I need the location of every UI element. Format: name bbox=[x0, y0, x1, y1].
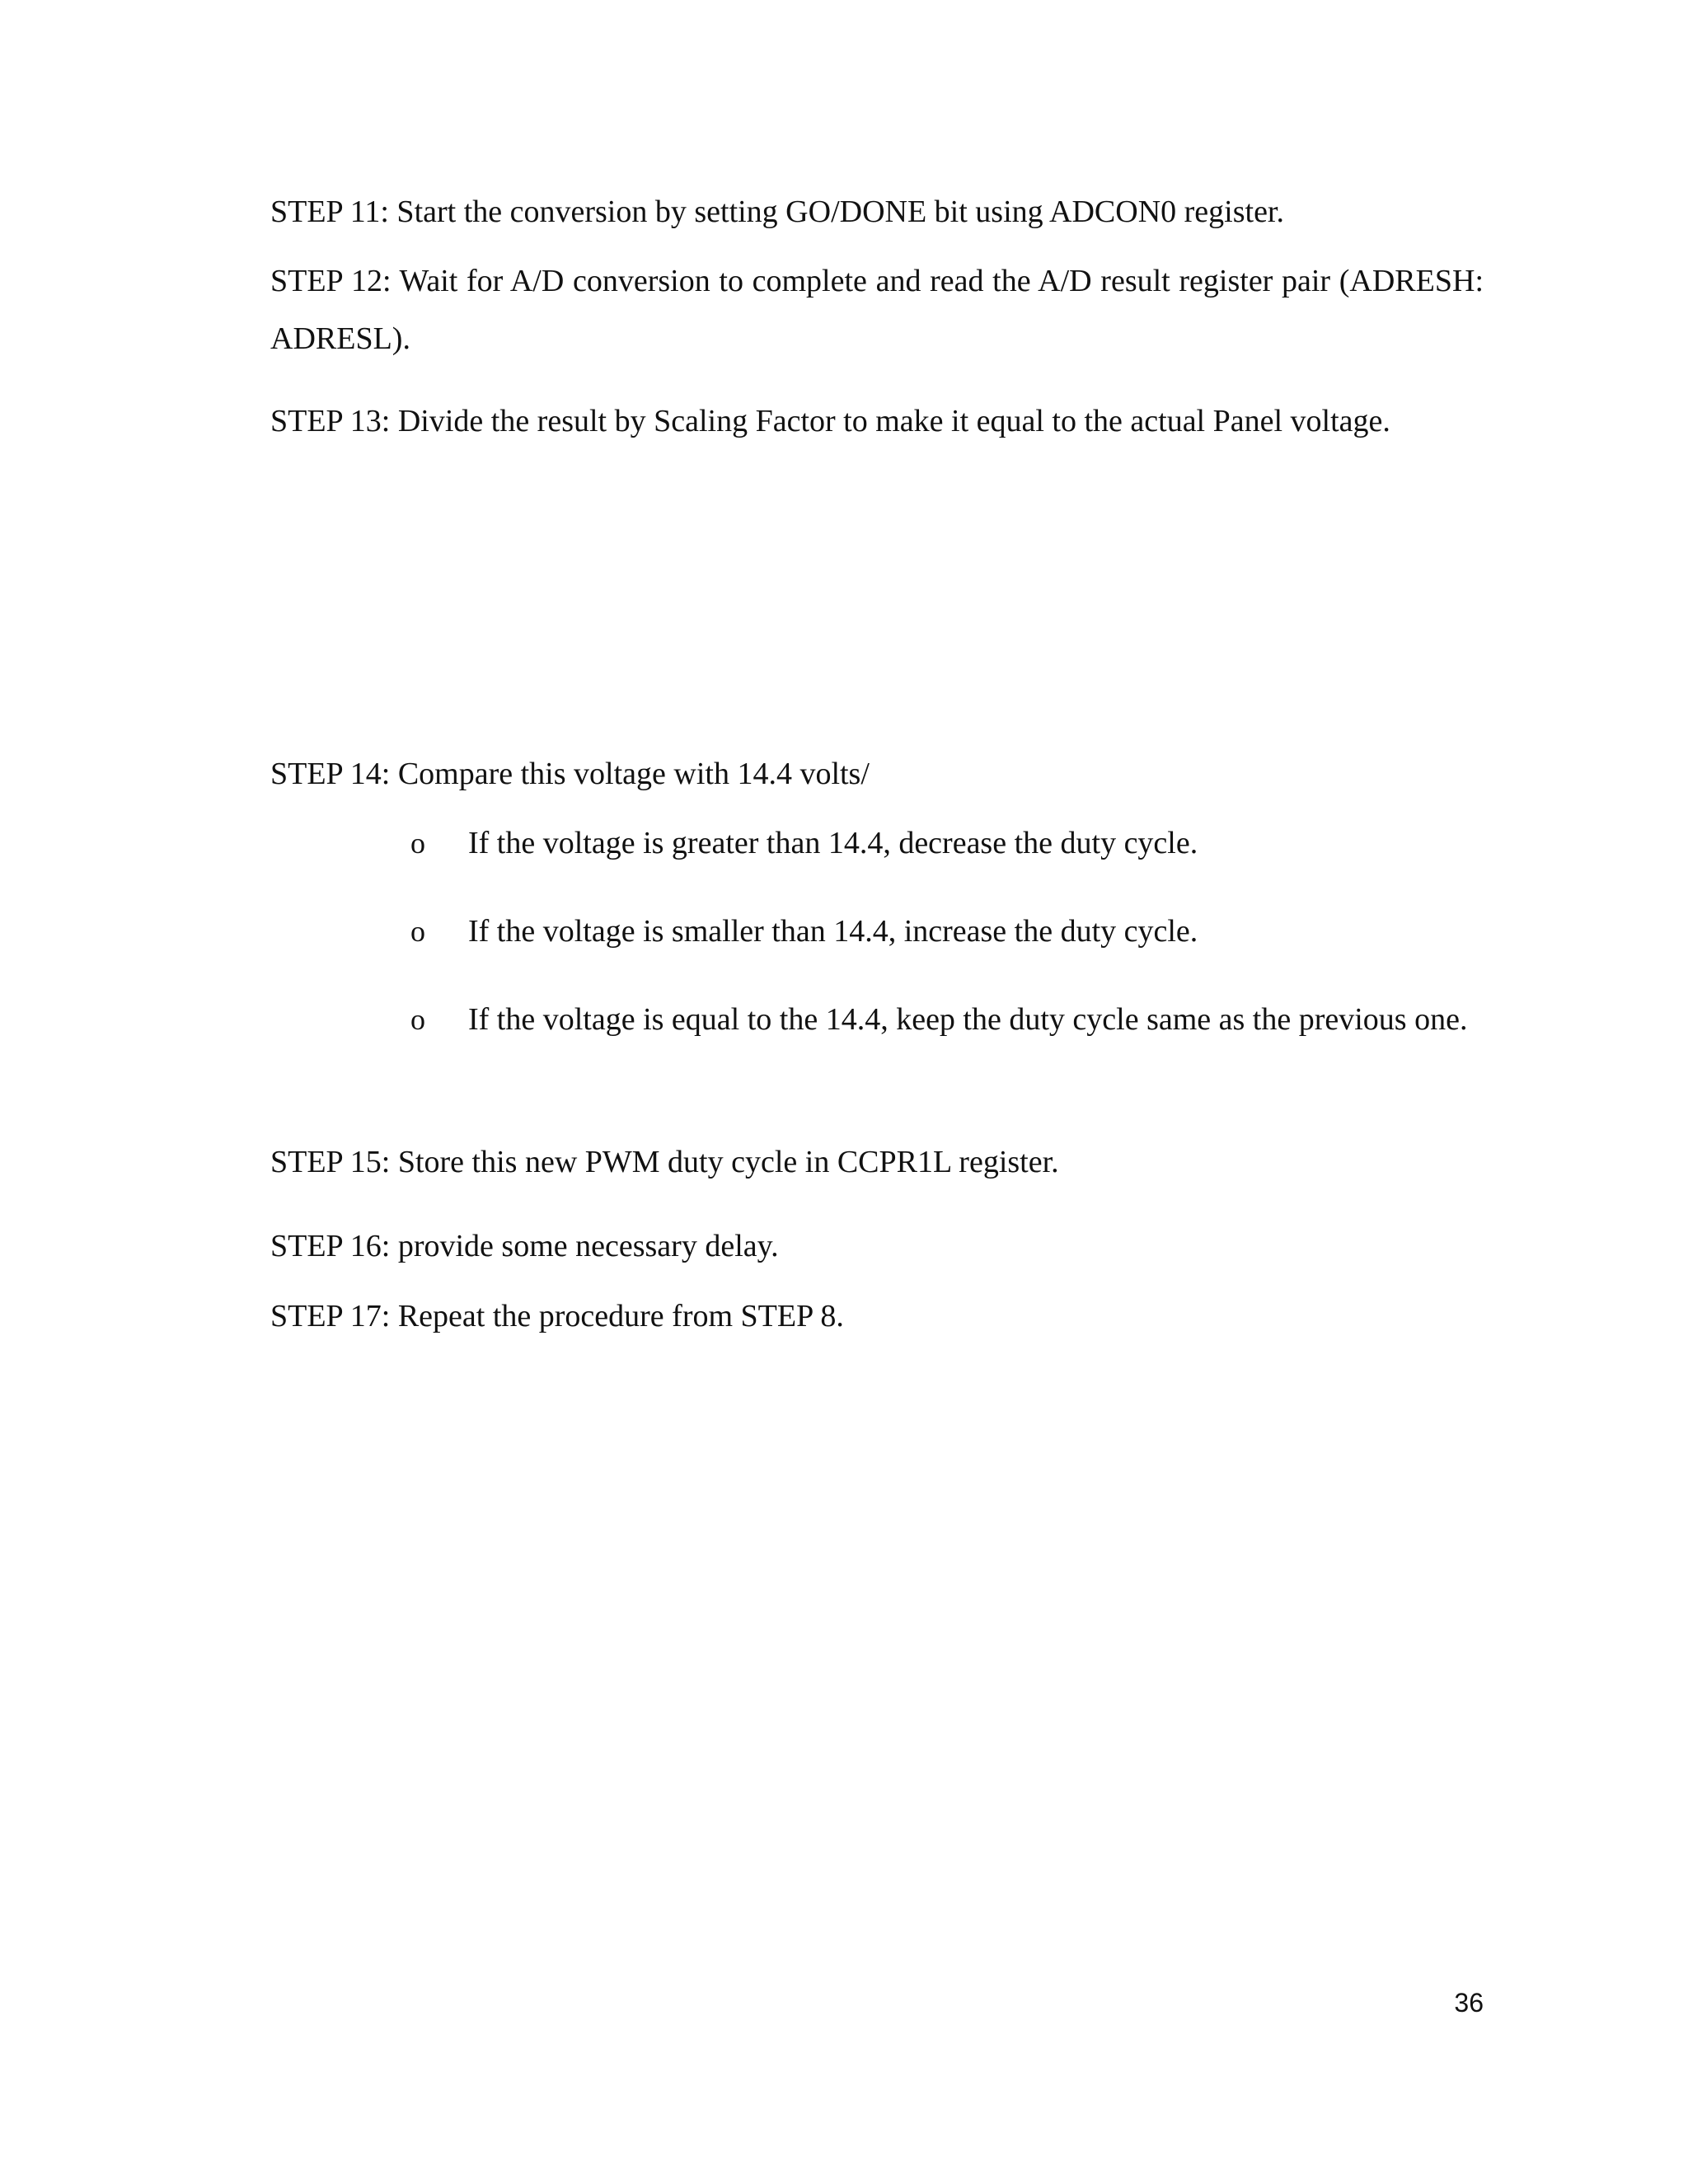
step-14-bullet bbox=[410, 991, 1484, 1106]
page-number: 36 bbox=[1454, 1988, 1484, 2018]
step-14-bullet bbox=[410, 902, 1484, 960]
step-13-text: STEP 13: Divide the result by Scaling Factor to make it equal to the actual Panel voltage. bbox=[270, 404, 1390, 438]
step-14-bullet bbox=[410, 814, 1484, 872]
bullet-marker: o bbox=[410, 1003, 425, 1036]
step-16-text: STEP 16: provide some necessary delay. bbox=[270, 1229, 779, 1263]
step-11-text: STEP 11: Start the conversion by setting GO/DONE bit using ADCON0 register. bbox=[270, 194, 1284, 229]
step-14-text: STEP 14: Compare this voltage with 14.4 volts/ bbox=[270, 757, 870, 791]
bullet-text: If the voltage is greater than 14.4, decrease the duty cycle. bbox=[468, 826, 1198, 860]
step-15-text: STEP 15: Store this new PWM duty cycle in CCPR1L register. bbox=[270, 1145, 1059, 1179]
bullet-text: If the voltage is equal to the 14.4, keep the duty cycle same as the previous one. bbox=[468, 1002, 1468, 1037]
step-12-text: STEP 12: Wait for A/D conversion to complete and read the A/D result register pair (ADRESH: ADRESL). bbox=[270, 264, 1515, 356]
bullet-marker: o bbox=[410, 915, 425, 948]
bullet-marker: o bbox=[410, 827, 425, 860]
step-17-text: STEP 17: Repeat the procedure from STEP 8. bbox=[270, 1299, 844, 1333]
bullet-text: If the voltage is smaller than 14.4, increase the duty cycle. bbox=[468, 914, 1198, 949]
